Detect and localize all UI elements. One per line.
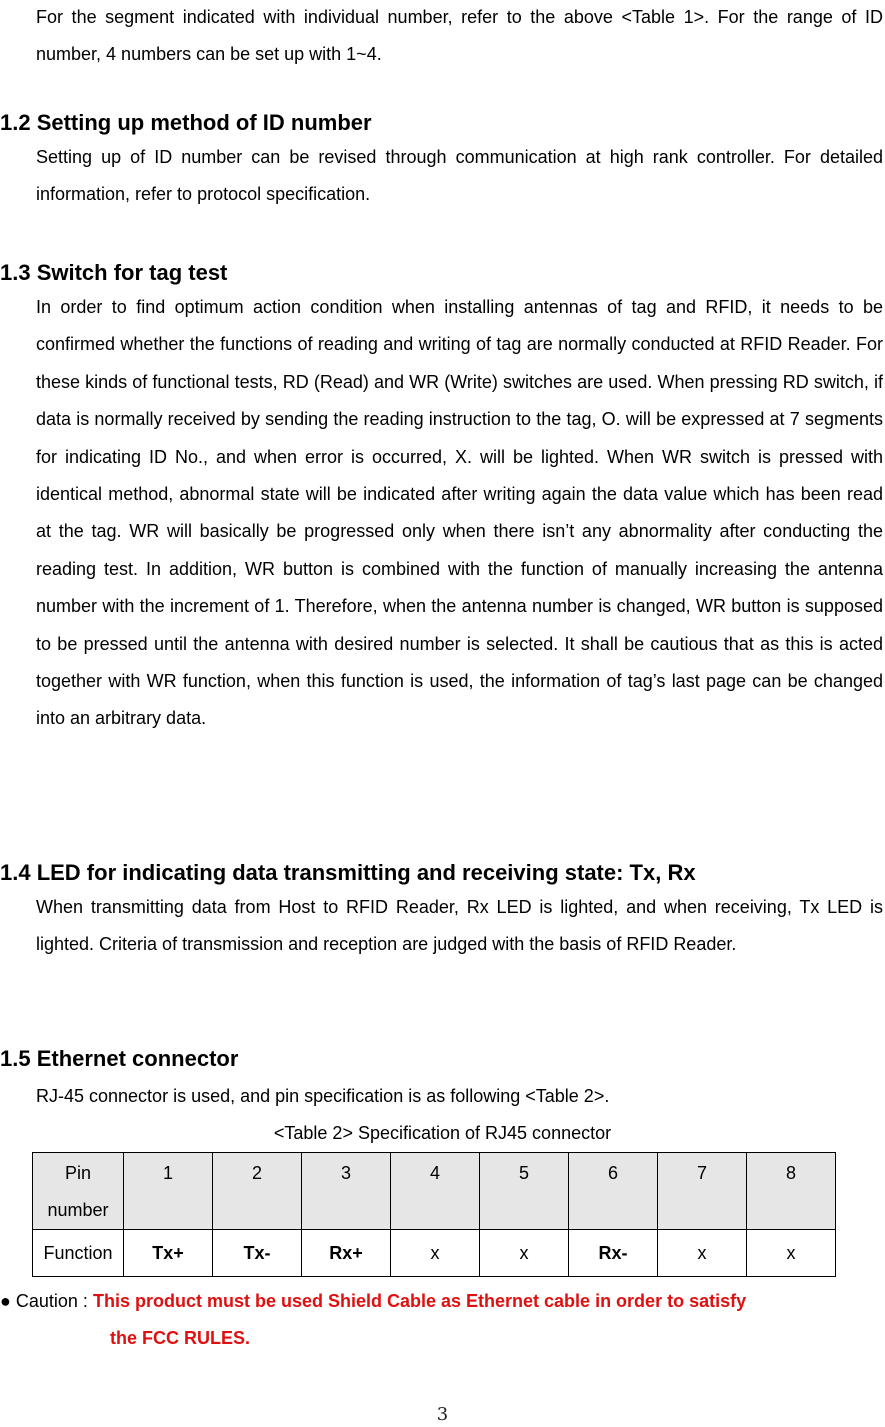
section-heading-ethernet: 1.5 Ethernet connector	[0, 1046, 239, 1071]
pin-cell: 5	[480, 1153, 569, 1230]
page-number: 3	[436, 1404, 449, 1425]
section-heading-tag-test: 1.3 Switch for tag test	[0, 260, 228, 285]
table2-caption: <Table 2> Specification of RJ45 connector	[273, 1123, 612, 1143]
section-body-ethernet: RJ-45 connector is used, and pin specification is as following <Table 2>.	[36, 1086, 610, 1106]
function-cell: x	[480, 1230, 569, 1277]
function-cell: Tx+	[124, 1230, 213, 1277]
row-header-function: Function	[33, 1230, 124, 1277]
caution-warning-line2: the FCC RULES.	[110, 1328, 251, 1348]
table-row-function	[33, 1230, 836, 1277]
pin-cell: 7	[658, 1153, 747, 1230]
table-row-pin	[33, 1153, 836, 1230]
function-cell: x	[391, 1230, 480, 1277]
function-cell: Rx-	[569, 1230, 658, 1277]
function-cell: x	[658, 1230, 747, 1277]
pin-cell: 3	[302, 1153, 391, 1230]
caution-warning-line1: This product must be used Shield Cable as Ethernet cable in order to satisfy	[92, 1291, 747, 1311]
pin-cell: 4	[391, 1153, 480, 1230]
row-header-pin: Pin number	[33, 1153, 124, 1230]
caution-note	[0, 1283, 870, 1357]
pin-cell: 8	[747, 1153, 836, 1230]
bullet-icon: ●	[0, 1291, 11, 1311]
section-body-id-setup: Setting up of ID number can be revised through communication at high rank controller. For detailed information, refer to protocol specification.	[36, 147, 883, 205]
intro-paragraph: For the segment indicated with individual number, refer to the above <Table 1>. For the range of ID number, 4 numbers can be set up with 1~4.	[36, 7, 883, 65]
pin-cell: 2	[213, 1153, 302, 1230]
section-body-tag-test: In order to find optimum action condition when installing antennas of tag and RFID, it needs to be confirmed whether the functions of reading and writing of tag are normally conducted at RFID Reader. For these kinds of functional tests, RD (Read) and WR (Write) switches are used. When pressing RD switch, if data is normally received by sending the reading instruction to the tag, O. will be expressed at 7 segments for indicating ID No., and when error is occurred, X. will be lighted. When WR switch is pressed with identical method, abnormal state will be indicated after writing again the data value which has been read at the tag. WR will basically be progressed only when there isn’t any abnormality after conducting the reading test. In addition, WR button is combined with the function of manually increasing the antenna number with the increment of 1. Therefore, when the antenna number is changed, WR button is supposed to be pressed until the antenna with desired number is selected. It shall be cautious that as this is acted together with WR function, when this function is used, the information of tag’s last page can be changed into an arbitrary data.	[36, 297, 883, 729]
pin-cell: 1	[124, 1153, 213, 1230]
rj45-spec-table	[32, 1152, 836, 1277]
function-cell: Tx-	[213, 1230, 302, 1277]
caution-label: Caution :	[15, 1291, 88, 1311]
section-heading-id-setup: 1.2 Setting up method of ID number	[0, 110, 372, 135]
function-cell: x	[747, 1230, 836, 1277]
function-cell: Rx+	[302, 1230, 391, 1277]
pin-cell: 6	[569, 1153, 658, 1230]
section-body-led: When transmitting data from Host to RFID Reader, Rx LED is lighted, and when receiving, Tx LED is lighted. Criteria of transmission and reception are judged with the basis of RFID Reader.	[36, 897, 883, 955]
section-heading-led: 1.4 LED for indicating data transmitting and receiving state: Tx, Rx	[0, 860, 696, 885]
